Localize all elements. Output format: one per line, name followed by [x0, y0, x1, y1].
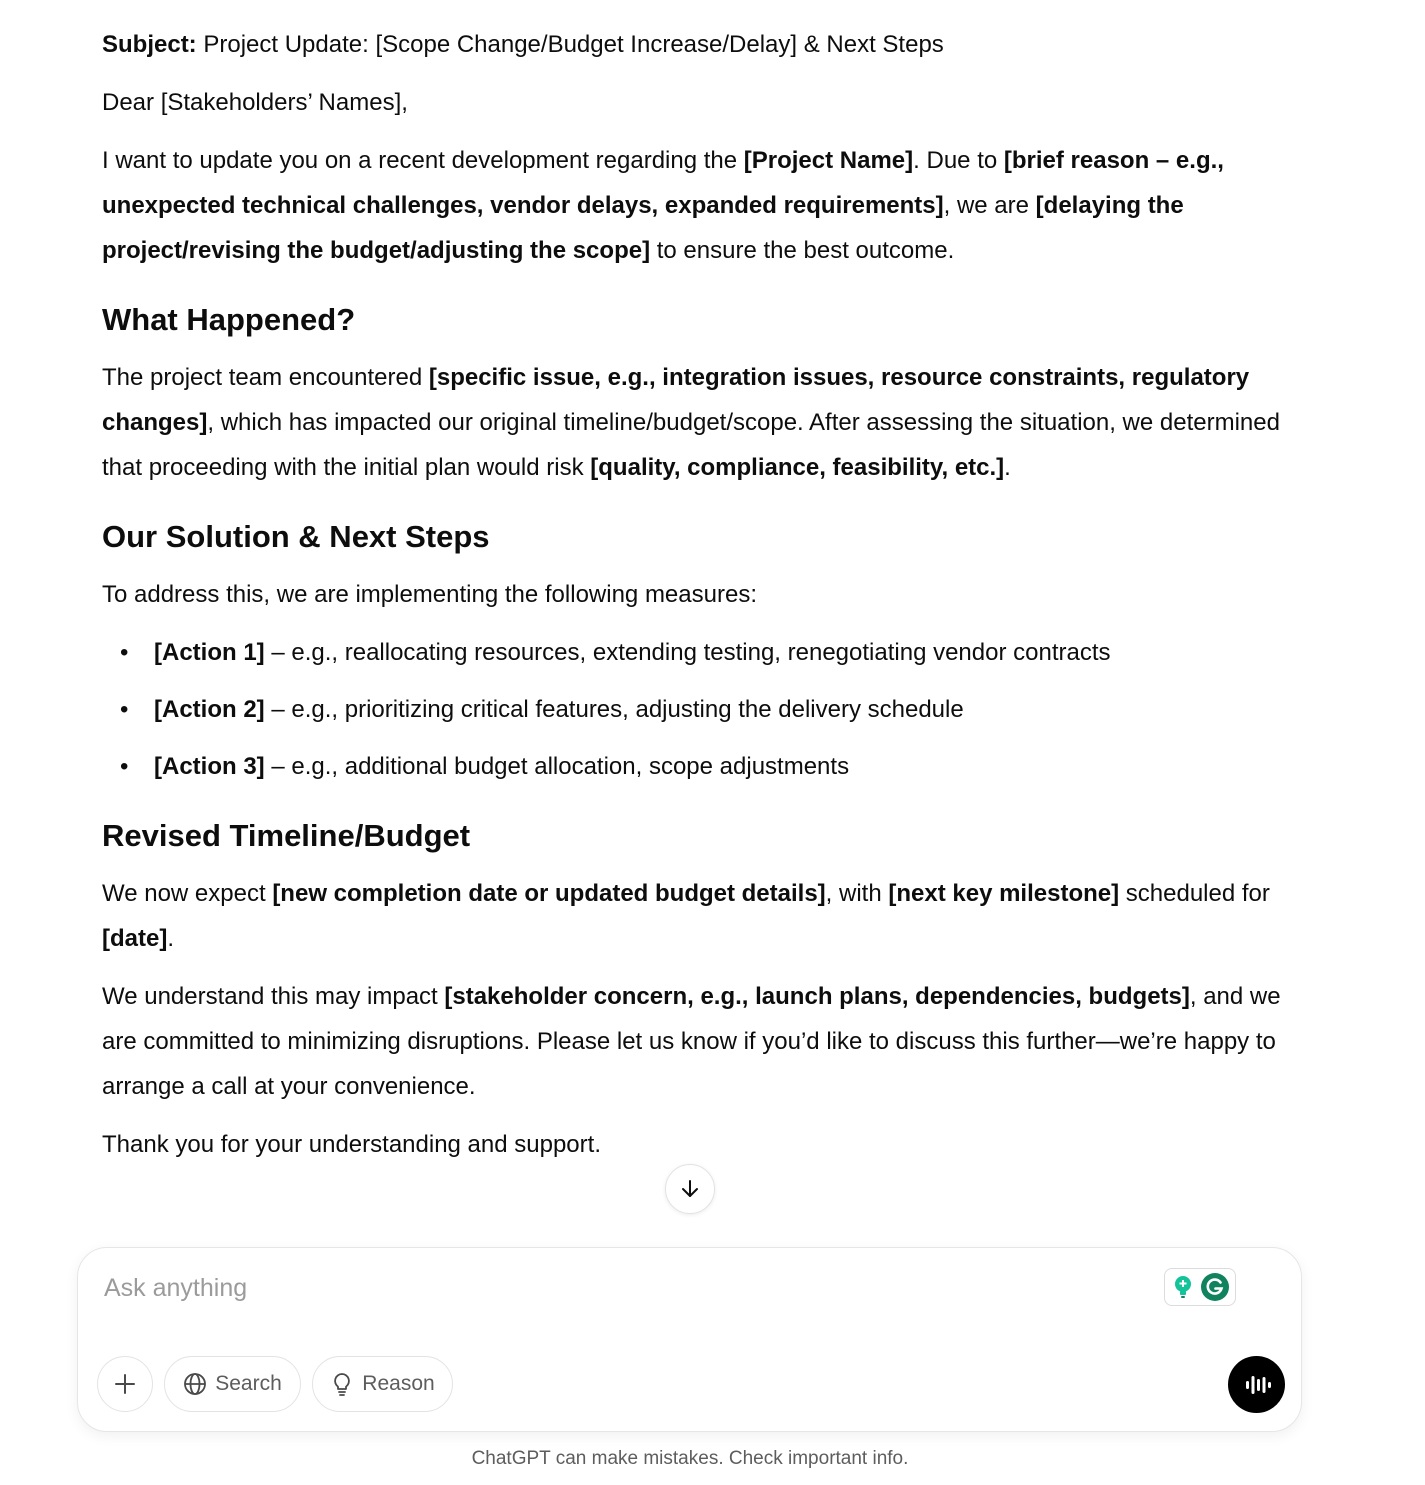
arrow-down-icon: [678, 1177, 702, 1201]
bullet-icon: •: [120, 696, 129, 723]
intro-paragraph: [102, 138, 1282, 273]
reason-button[interactable]: [312, 1356, 453, 1412]
prompt-input[interactable]: [104, 1270, 1104, 1306]
search-button-label: Search: [215, 1372, 282, 1395]
action-list: [102, 630, 1282, 789]
intro-text-1: I want to update you on a recent development regarding the: [102, 147, 744, 174]
intro-bold-1: [Project Name]: [743, 147, 914, 174]
greeting: Dear [Stakeholders’ Names],: [102, 89, 408, 116]
action-label: [Action 3]: [154, 753, 265, 780]
rv-bold-1: [new completion date or updated budget details]: [272, 880, 826, 907]
scroll-to-bottom-button[interactable]: [665, 1164, 715, 1214]
grammarly-widget[interactable]: [1164, 1268, 1236, 1306]
assistant-message: [102, 22, 1282, 1180]
composer: [77, 1247, 1302, 1432]
search-button[interactable]: [164, 1356, 301, 1412]
list-item: [102, 630, 1282, 675]
what-happened-paragraph: [102, 355, 1282, 490]
grammarly-lightbulb-icon[interactable]: [1170, 1274, 1196, 1300]
closing-line: Thank you for your understanding and support.: [102, 1131, 601, 1158]
rv2-bold-1: [stakeholder concern, e.g., launch plans, dependencies, budgets]: [444, 983, 1190, 1010]
wh-text-3: .: [1004, 454, 1011, 481]
wh-bold-1: [specific issue, e.g., integration issues, resource constraints, regulatory changes]: [102, 364, 1250, 436]
action-text: – e.g., prioritizing critical features, adjusting the delivery schedule: [264, 696, 964, 723]
grammarly-logo-icon[interactable]: [1200, 1272, 1230, 1302]
solution-intro: To address this, we are implementing the following measures:: [102, 581, 757, 608]
globe-icon: [183, 1372, 207, 1396]
wh-bold-2: [quality, compliance, feasibility, etc.]: [590, 454, 1005, 481]
bullet-icon: •: [120, 639, 129, 666]
subject-label: Subject:: [102, 31, 197, 58]
section-heading-solution: Our Solution & Next Steps: [102, 519, 490, 554]
rv-text-3: scheduled for: [1119, 880, 1270, 907]
intro-text-2: . Due to: [913, 147, 1004, 174]
bullet-icon: •: [120, 753, 129, 780]
rv-bold-3: [date]: [102, 925, 168, 952]
revised-paragraph-1: [102, 871, 1282, 961]
lightbulb-icon: [330, 1372, 354, 1396]
wh-text-2: , which has impacted our original timeline/budget/scope. After assessing the situation, we determined that proceeding with the initial plan would risk: [102, 409, 1280, 481]
section-heading-revised: Revised Timeline/Budget: [102, 818, 471, 853]
wh-text-1: The project team encountered: [102, 364, 429, 391]
intro-bold-3: [delaying the project/revising the budget/adjusting the scope]: [102, 192, 1184, 264]
voice-mode-icon: [1242, 1370, 1272, 1400]
list-item: [102, 744, 1282, 789]
subject-text: Project Update: [Scope Change/Budget Increase/Delay] & Next Steps: [203, 31, 944, 58]
plus-icon: [113, 1372, 137, 1396]
section-heading-what-happened: What Happened?: [102, 302, 356, 337]
revised-paragraph-2: [102, 974, 1282, 1109]
list-item: [102, 687, 1282, 732]
intro-bold-2: [brief reason – e.g., unexpected technical challenges, vendor delays, expanded requirements]: [102, 147, 1224, 219]
reason-button-label: Reason: [362, 1372, 435, 1395]
voice-mode-button[interactable]: [1228, 1356, 1285, 1413]
disclaimer-text: ChatGPT can make mistakes. Check important info.: [471, 1448, 909, 1469]
action-label: [Action 1]: [154, 639, 265, 666]
intro-text-3: , we are: [943, 192, 1036, 219]
rv-text-2: , with: [825, 880, 889, 907]
rv-bold-2: [next key milestone]: [888, 880, 1120, 907]
intro-text-4: to ensure the best outcome.: [650, 237, 955, 264]
rv-text-1: We now expect: [102, 880, 273, 907]
action-label: [Action 2]: [154, 696, 265, 723]
action-text: – e.g., additional budget allocation, scope adjustments: [264, 753, 850, 780]
add-attachment-button[interactable]: [97, 1356, 153, 1412]
action-text: – e.g., reallocating resources, extending testing, renegotiating vendor contracts: [264, 639, 1111, 666]
rv2-text-2: , and we are committed to minimizing disruptions. Please let us know if you’d like to discuss this further—we’re happy to arrange a call at your convenience.: [102, 983, 1281, 1100]
subject-line: [102, 22, 1282, 67]
rv-text-4: .: [167, 925, 175, 952]
rv2-text-1: We understand this may impact: [102, 983, 445, 1010]
